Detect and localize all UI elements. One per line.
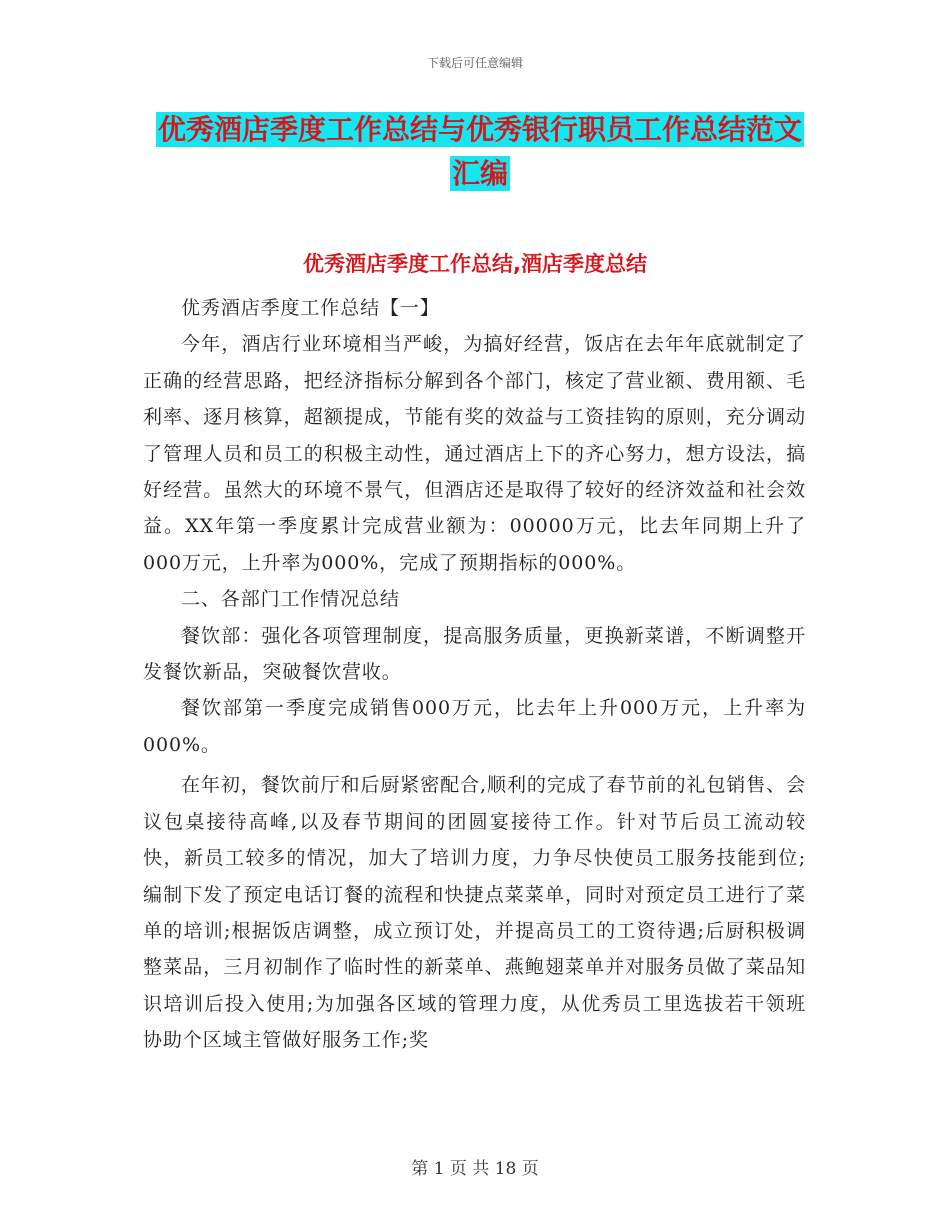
paragraph-3: 二、各部门工作情况总结 xyxy=(181,588,400,611)
section-title: 优秀酒店季度工作总结,酒店季度总结 xyxy=(303,252,647,276)
body-text xyxy=(143,290,806,1059)
header-note: 下载后可任意编辑 xyxy=(426,56,523,70)
paragraph-2: 今年，酒店行业环境相当严峻，为搞好经营，饭店在去年年底就制定了正确的经营思路，把经济指标分解到各个部门，核定了营业额、费用额、毛利率、逐月核算，超额提成，节能有奖的效益与工资挂钩的原则，充分调动了管理人员和员工的积极主动性，通过酒店上下的齐心努力，想方设法，搞好经营。虽然大的环境不景气，但酒店还是取得了较好的经济效益和社会效益。XX年第一季度累计完成营业额为：00000万元，比去年同期上升了000万元，上升率为000%，完成了预期指标的000%。 xyxy=(143,333,806,574)
title-line-1: 优秀酒店季度工作总结与优秀银行职员工作总结范文 xyxy=(157,113,802,146)
paragraph-4: 餐饮部：强化各项管理制度，提高服务质量，更换新菜谱，不断调整开发餐饮新品，突破餐饮营收。 xyxy=(143,624,806,684)
paragraph-1: 优秀酒店季度工作总结【一】 xyxy=(181,297,440,319)
paragraph-5: 餐饮部第一季度完成销售000万元，比去年上升000万元，上升率为000%。 xyxy=(143,697,806,756)
title-line-2: 汇编 xyxy=(451,157,508,190)
paragraph-6: 在年初，餐饮前厅和后厨紧密配合,顺利的完成了春节前的礼包销售、会议包桌接待高峰,以及春节期间的团圆宴接待工作。针对节后员工流动较快，新员工较多的情况，加大了培训力度，力争尽快使员工服务技能到位;编制下发了预定电话订餐的流程和快捷点菜菜单，同时对预定员工进行了菜单的培训;根据饭店调整，成立预订处，并提高员工的工资待遇;后厨积极调整菜品，三月初制作了临时性的新菜单、燕鲍翅菜单并对服务员做了菜品知识培训后投入使用;为加强各区域的管理力度，从优秀员工里选拔若干领班协助个区域主管做好服务工作;奖 xyxy=(143,774,806,1052)
document-title xyxy=(150,108,810,196)
page-number: 第 1 页 共 18 页 xyxy=(411,1159,539,1179)
